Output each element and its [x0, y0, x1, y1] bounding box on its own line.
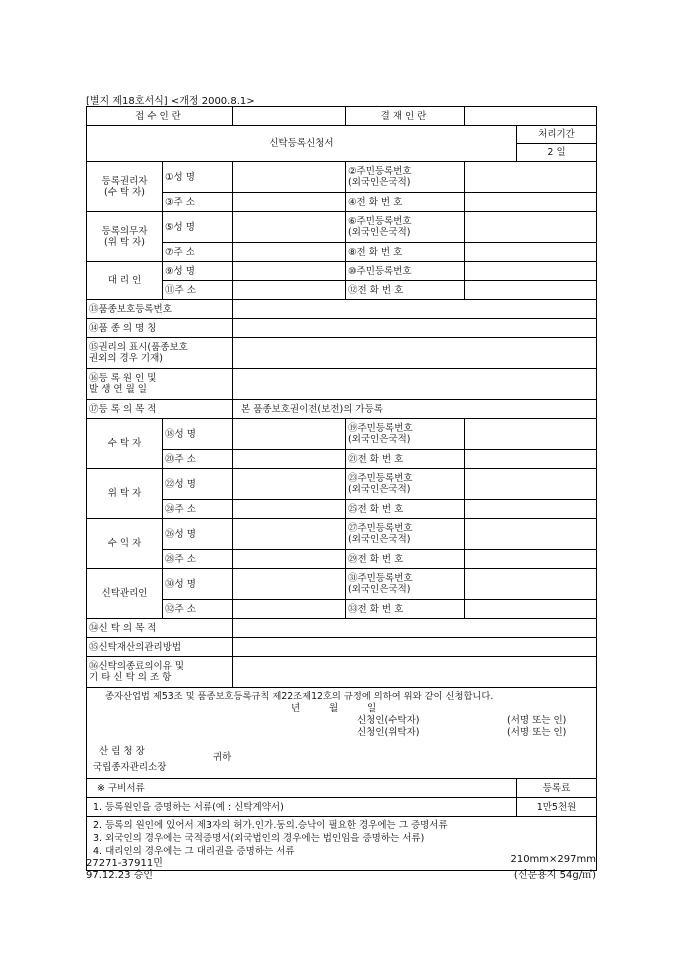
input-field[interactable] [233, 212, 346, 243]
input-field[interactable] [233, 619, 597, 638]
input-field[interactable] [465, 550, 597, 569]
input-field[interactable] [233, 281, 346, 300]
field-label: ⑦주 소 [163, 243, 233, 262]
input-field[interactable] [465, 569, 597, 600]
field-label: ⑪주 소 [163, 281, 233, 300]
section-right-holder: 등록권리자 (수 탁 자) [87, 162, 163, 212]
field-label: ⑥주민등록번호 (외국인은국적) [346, 212, 465, 243]
field-label: ㉟신탁재산의관리방법 [87, 638, 233, 657]
input-field[interactable] [233, 550, 346, 569]
applicant-truster-label: 신청인(위탁자) [357, 727, 420, 738]
footer-code: 27271-37911민 [86, 858, 163, 869]
field-label: ㉓주민등록번호 (외국인은국적) [346, 469, 465, 500]
date-year-label: 년 [291, 703, 301, 714]
applicant-trustee-label: 신청인(수탁자) [357, 715, 420, 726]
section-trustee: 수 탁 자 [87, 419, 163, 469]
signature-truster[interactable]: (서명 또는 인) [507, 727, 567, 738]
field-label: ⑭품 종 의 명 칭 [87, 319, 233, 338]
input-field[interactable] [465, 281, 597, 300]
document-item: 2. 등록의 원인에 있어서 제3자의 허가․인가․동의․승낙이 필요한 경우에는 그 증명서류 [93, 820, 448, 831]
field-label: ㉔주 소 [163, 500, 233, 519]
input-field[interactable] [465, 212, 597, 243]
field-label: ⑱성 명 [163, 419, 233, 450]
input-field[interactable] [465, 450, 597, 469]
footer-paper: (신문용지 54g/㎡) [513, 870, 596, 881]
field-label: ⑲주민등록번호 (외국인은국적) [346, 419, 465, 450]
approval-person-field[interactable] [465, 107, 597, 126]
honorific: 귀하 [213, 752, 232, 763]
field-label: ⑨성 명 [163, 262, 233, 281]
input-field[interactable] [465, 469, 597, 500]
input-field[interactable] [465, 193, 597, 212]
field-label: ㉒성 명 [163, 469, 233, 500]
input-field[interactable] [233, 243, 346, 262]
field-label: ⑫전 화 번 호 [346, 281, 465, 300]
input-field[interactable] [233, 300, 597, 319]
field-label: ㉗주민등록번호 (외국인은국적) [346, 519, 465, 550]
fee-label: 등록료 [517, 779, 597, 798]
field-label: ㉝전 화 번 호 [346, 600, 465, 619]
input-field[interactable] [233, 369, 597, 400]
input-field[interactable] [233, 600, 346, 619]
input-field[interactable] [233, 450, 346, 469]
input-field[interactable] [233, 569, 346, 600]
receipt-person-label: 접수인란 [87, 107, 233, 126]
input-field[interactable] [233, 638, 597, 657]
input-field[interactable] [465, 262, 597, 281]
input-field[interactable] [233, 193, 346, 212]
field-label: ⑮권리의 표시(품종보호 권외의 경우 기재) [87, 338, 233, 369]
addressee-forest-service: 산 림 청 장 [99, 746, 145, 757]
fee-value: 1만5천원 [517, 798, 597, 817]
section-trust-manager: 신탁관리인 [87, 569, 163, 619]
section-truster: 위 탁 자 [87, 469, 163, 519]
form-title: 신탁등록신청서 [87, 126, 517, 162]
form-id: [별지 제18호서식] <개정 2000.8.1> [86, 96, 255, 107]
processing-period-value: 2 일 [517, 144, 597, 162]
field-label: ㉜주 소 [163, 600, 233, 619]
field-label: ㉑전 화 번 호 [346, 450, 465, 469]
field-label: ⑩주민등록번호 [346, 262, 465, 281]
input-field[interactable] [465, 162, 597, 193]
section-obligor: 등록의무자 (위 탁 자) [87, 212, 163, 262]
field-label: ⑯등 록 원 인 및 발 생 연 월 일 [87, 369, 233, 400]
processing-period-label: 처리기간 [517, 126, 597, 144]
input-field[interactable] [233, 419, 346, 450]
input-field[interactable] [233, 519, 346, 550]
field-label: ㉕전 화 번 호 [346, 500, 465, 519]
required-documents-header: ※ 구비서류 [87, 779, 517, 798]
field-label: ㉚성 명 [163, 569, 233, 600]
field-label: ③주 소 [163, 193, 233, 212]
input-field[interactable] [233, 162, 346, 193]
input-field[interactable] [465, 519, 597, 550]
addressee-seed-office: 국립종자관리소장 [93, 762, 167, 773]
input-field[interactable] [465, 419, 597, 450]
field-label: ㉞신 탁 의 목 적 [87, 619, 233, 638]
registration-purpose-value: 본 품종보호권이전(보전)의 가등록 [233, 400, 597, 419]
document-item: 4. 대리인의 경우에는 그 대리권을 증명하는 서류 [93, 846, 295, 857]
input-field[interactable] [465, 243, 597, 262]
field-label: ㉛주민등록번호 (외국인은국적) [346, 569, 465, 600]
field-label: ㊱신탁의종료의이유 및 기 타 신 탁 의 조 항 [87, 657, 233, 688]
field-label: ㉙전 화 번 호 [346, 550, 465, 569]
field-label: ⑤성 명 [163, 212, 233, 243]
receipt-person-field[interactable] [233, 107, 346, 126]
field-label: ⑰등 록 의 목 적 [87, 400, 233, 419]
footer-size: 210mm×297mm [510, 854, 596, 865]
signature-trustee[interactable]: (서명 또는 인) [507, 715, 567, 726]
input-field[interactable] [465, 600, 597, 619]
application-form [86, 106, 597, 871]
declaration-statement: 종자산업법 제53조 및 품종보호등록규칙 제22조제12호의 규정에 의하여 위와 같이 신청합니다. [105, 691, 494, 702]
field-label: ⑬품종보호등록번호 [87, 300, 233, 319]
section-beneficiary: 수 익 자 [87, 519, 163, 569]
field-label: ①성 명 [163, 162, 233, 193]
date-month-label: 월 [329, 703, 339, 714]
field-label: ⑧전 화 번 호 [346, 243, 465, 262]
input-field[interactable] [465, 500, 597, 519]
declaration-block [87, 688, 597, 779]
input-field[interactable] [233, 657, 597, 688]
input-field[interactable] [233, 469, 346, 500]
document-item: 1. 등록원인을 증명하는 서류(예 : 신탁계약서) [87, 798, 517, 817]
date-day-label: 일 [367, 703, 377, 714]
input-field[interactable] [233, 338, 597, 369]
input-field[interactable] [233, 319, 597, 338]
section-agent: 대 리 인 [87, 262, 163, 300]
input-field[interactable] [233, 500, 346, 519]
approval-person-label: 결재인란 [346, 107, 465, 126]
field-label: ④전 화 번 호 [346, 193, 465, 212]
document-item: 3. 외국인의 경우에는 국적증명서(외국법인의 경우에는 법인임을 증명하는 서류) [93, 833, 425, 844]
input-field[interactable] [233, 262, 346, 281]
footer-approval-date: 97.12.23 승인 [86, 870, 154, 881]
field-label: ㉘주 소 [163, 550, 233, 569]
field-label: ②주민등록번호 (외국인은국적) [346, 162, 465, 193]
field-label: ㉖성 명 [163, 519, 233, 550]
field-label: ⑳주 소 [163, 450, 233, 469]
